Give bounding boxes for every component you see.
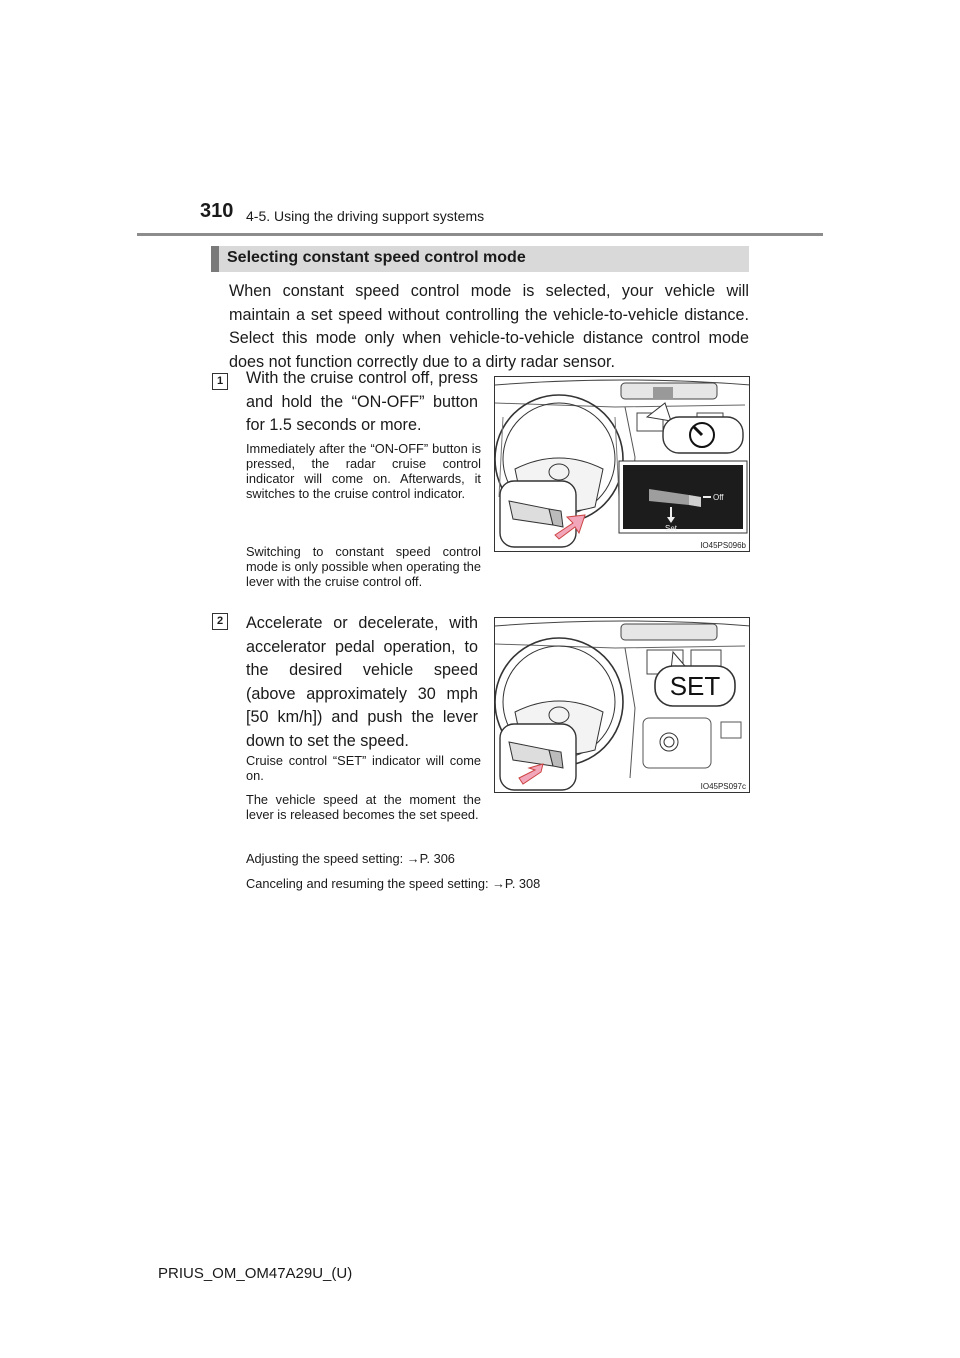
header-divider [137, 233, 823, 236]
step-1-instruction: With the cruise control off, press and hold the “ON-OFF” button for 1.5 seconds or more. [246, 369, 478, 434]
step-number-badge: 2 [212, 613, 228, 630]
step-number-badge: 1 [212, 373, 228, 390]
step-2-instruction: Accelerate or decelerate, with accelerator pedal operation, to the desired vehicle speed (above approximately 30 mph [50 km/h]) and push the lever down to set the speed. [246, 614, 478, 750]
section-heading: Selecting constant speed control mode [227, 249, 526, 266]
step-2-illustration [494, 617, 750, 793]
step-1-illustration [494, 376, 750, 552]
intro-paragraph: When constant speed control mode is selected, your vehicle will maintain a set speed without controlling the vehicle-to-vehicle distance. Select this mode only when vehicle-to-vehicle distance control mode does not function correctly due to a dirty radar sensor. [229, 282, 749, 371]
page-number: 310 [200, 200, 234, 222]
section-heading-bar [211, 246, 749, 272]
reference-canceling-resuming: Canceling and resuming the speed setting: →P. 308 [246, 876, 541, 891]
reference-adjusting-speed: Adjusting the speed setting: →P. 306 [246, 851, 455, 866]
step-2-note-1: Cruise control “SET” indicator will come on. [246, 753, 481, 783]
lever-set-label: Set [665, 524, 678, 533]
step-2-note-2: The vehicle speed at the moment the lever is released becomes the set speed. [246, 792, 481, 822]
dashboard-set-drawing [495, 618, 750, 793]
set-indicator-text: SET [669, 671, 721, 701]
step-1-note-1: Immediately after the “ON-OFF” button is pressed, the radar cruise control indicator will come on. Afterwards, it switches to the cruise control indicator. [246, 441, 481, 501]
lever-off-label: Off [713, 493, 724, 502]
illustration-code: IO45PS097c [700, 782, 746, 791]
document-id: PRIUS_OM_OM47A29U_(U) [158, 1265, 353, 1282]
dashboard-lever-drawing [495, 377, 750, 552]
section-title: 4-5. Using the driving support systems [246, 208, 485, 224]
illustration-code: IO45PS096b [700, 541, 746, 550]
step-1-note-2: Switching to constant speed control mode is only possible when operating the lever with the cruise control off. [246, 544, 481, 589]
